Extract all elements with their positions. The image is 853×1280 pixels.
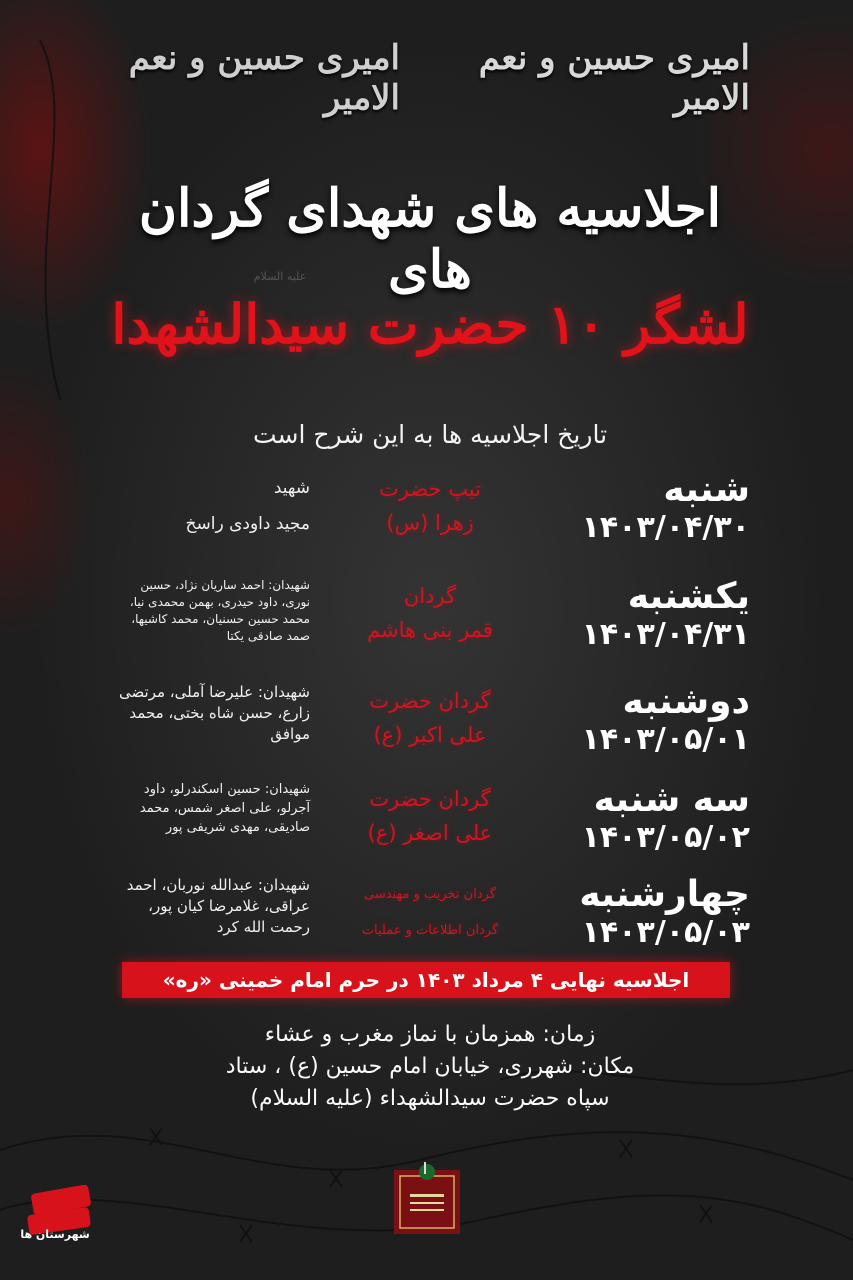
poster-title: اجلاسیه های شهدای گردان های	[138, 178, 722, 300]
honorific-label: علیه السلام	[253, 270, 307, 283]
event-unit-line-2: قمر بنی هاشم	[367, 618, 493, 642]
schedule-row	[110, 780, 750, 860]
event-place: مکان: شهرری، خیابان امام حسین (ع) ، ستاد	[225, 1054, 635, 1079]
event-unit-line-2: علی اصغر (ع)	[367, 821, 493, 845]
day-name: سه شنبه	[593, 779, 750, 820]
martyr-names: شهیدان: احمد ساریان نژاد، حسین نوری، داود حیدری، بهمن محمدی نیا، محمد حسین حسنیان، محمد کاشیها، صمد صادقی یکتا	[129, 578, 310, 643]
day-name: شنبه	[663, 469, 750, 510]
event-place-continued: سپاه حضرت سیدالشهداء (علیه السلام)	[250, 1086, 610, 1111]
martyr-names: شهیدان: عبدالله نوربان، احمد عراقی، غلامرضا کیان پور، رحمت الله کرد	[126, 876, 310, 936]
poster-subtitle: لشگر ۱۰ حضرت سیدالشهدا	[111, 292, 749, 356]
event-unit-line-2: گردان اطلاعات و عملیات	[361, 923, 499, 938]
martyr-name: مجید داودی راسخ	[185, 514, 310, 534]
event-unit-line-1: گردان حضرت	[369, 787, 491, 811]
event-date: ۱۴۰۳/۰۵/۰۱	[581, 722, 750, 757]
day-name: چهارشنبه	[579, 874, 750, 915]
event-unit-line-2: علی اکبر (ع)	[373, 723, 487, 747]
schedule-row	[110, 682, 750, 762]
event-date: ۱۴۰۳/۰۵/۰۲	[581, 820, 750, 855]
martyr-names: شهیدان: حسین اسکندرلو، داود آجرلو، علی اصغر شمس، محمد صادیقی، مهدی شریفی پور	[139, 782, 310, 835]
event-unit	[330, 877, 530, 949]
event-unit-line-1: تیپ حضرت	[378, 477, 482, 501]
event-unit	[330, 684, 530, 752]
motto-left: امیری حسین و نعم الامیر	[128, 37, 400, 118]
schedule-row	[110, 577, 750, 657]
event-unit-line-1: گردان حضرت	[369, 689, 491, 713]
event-date: ۱۴۰۳/۰۵/۰۳	[581, 915, 750, 950]
corps-emblem-icon	[388, 1160, 466, 1240]
motto-right: امیری حسین و نعم الامیر	[478, 37, 750, 118]
event-time: زمان: همزمان با نماز مغرب و عشاء	[264, 1022, 596, 1047]
final-session-banner: اجلاسیه نهایی ۴ مرداد ۱۴۰۳ در حرم امام خمینی «ره»	[122, 962, 730, 998]
schedule-row	[110, 470, 750, 550]
day-name: دوشنبه	[622, 681, 750, 722]
intro-text: تاریخ اجلاسیه ها به این شرح است	[252, 420, 608, 449]
martyr-names: شهیدان: علیرضا آملی، مرتضی زارع، حسن شاه بختی، محمد موافق	[119, 683, 310, 743]
watermark-text: شهرستان ها	[20, 1228, 90, 1241]
site-logo-icon	[26, 1185, 96, 1257]
event-unit-line-1: گردان	[403, 584, 457, 608]
event-unit-line-2: زهرا (س)	[386, 511, 474, 535]
schedule-row	[110, 875, 750, 955]
event-date: ۱۴۰۳/۰۴/۳۱	[581, 617, 750, 652]
event-unit	[330, 782, 530, 850]
event-date: ۱۴۰۳/۰۴/۳۰	[581, 510, 750, 545]
event-unit	[330, 472, 530, 540]
martyr-names	[110, 470, 310, 542]
martyr-label: شهید	[273, 478, 310, 498]
event-unit	[330, 579, 530, 647]
event-unit-line-1: گردان تخریب و مهندسی	[364, 887, 496, 902]
day-name: یکشنبه	[627, 576, 750, 617]
